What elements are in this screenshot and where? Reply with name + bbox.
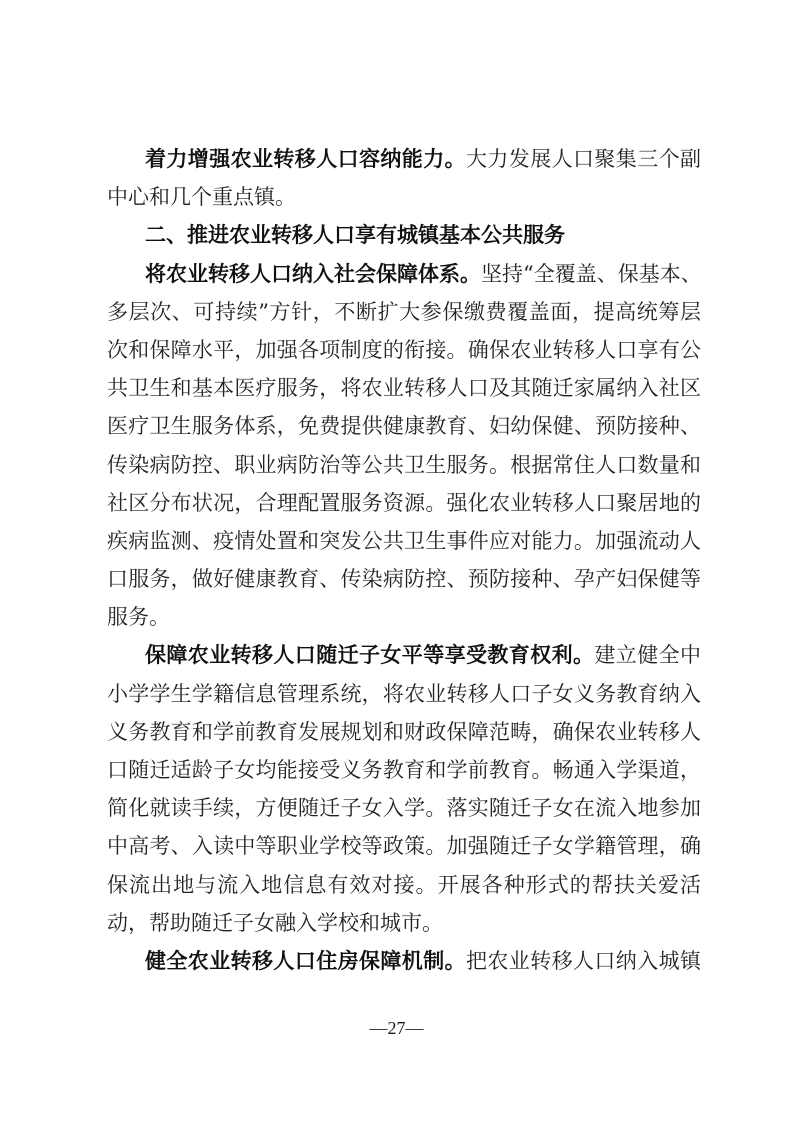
bold-lead-sentence: 将农业转移人口纳入社会保障体系。 <box>145 260 481 286</box>
body-text: 口随迁适龄子女均能接受义务教育和学前教育。畅通入学渠道， <box>107 758 701 782</box>
text-line <box>107 446 701 484</box>
text-line <box>107 369 701 407</box>
body-text: 医疗卫生服务体系，免费提供健康教育、妇幼保健、预防接种、 <box>107 414 701 439</box>
text-line <box>107 636 701 674</box>
body-text: 中心和几个重点镇。 <box>107 185 296 210</box>
body-text: 简化就读手续，方便随迁子女入学。落实随迁子女在流入地参加 <box>107 796 701 821</box>
text-line <box>107 560 701 598</box>
page-number: —27— <box>369 1018 424 1038</box>
body-text: 小学学生学籍信息管理系统，将农业转移人口子女义务教育纳入 <box>107 681 701 706</box>
bold-lead-sentence: 保障农业转移人口随迁子女平等享受教育权利。 <box>145 642 595 668</box>
text-line <box>107 598 701 636</box>
body-text: 多层次、可持续”方针，不断扩大参保缴费覆盖面，提高统筹层 <box>107 299 701 324</box>
body-text: 保流出地与流入地信息有效对接。开展各种形式的帮扶关爱活 <box>107 872 701 897</box>
text-line <box>107 522 701 560</box>
body-text: 中高考、入读中等职业学校等政策。加强随迁子女学籍管理，确 <box>107 834 701 859</box>
text-line <box>107 751 701 789</box>
body-text: 建立健全中 <box>594 643 702 668</box>
body-text: 次和保障水平，加强各项制度的衔接。确保农业转移人口享有公 <box>107 337 701 362</box>
text-line <box>107 484 701 522</box>
bold-lead-sentence: 健全农业转移人口住房保障机制。 <box>145 947 466 973</box>
text-line <box>107 255 701 293</box>
text-line <box>107 407 701 445</box>
body-text: 义务教育和学前教育发展规划和财政保障范畴，确保农业转移人 <box>107 719 701 744</box>
text-line <box>107 140 701 178</box>
body-text: 服务。 <box>107 605 170 630</box>
text-line <box>107 293 701 331</box>
body-text: 坚持“全覆盖、保基本、 <box>481 261 702 286</box>
body-text: 动，帮助随迁子女融入学校和城市。 <box>107 910 443 935</box>
body-text: 传染病防控、职业病防治等公共卫生服务。根据常住人口数量和 <box>107 452 701 477</box>
document-body <box>107 140 701 980</box>
bold-lead-sentence: 着力增强农业转移人口容纳能力。 <box>145 146 466 171</box>
body-text: 大力发展人口聚集三个副 <box>466 147 701 171</box>
text-line <box>107 904 701 942</box>
text-line <box>107 216 701 254</box>
text-line <box>107 331 701 369</box>
body-text: 社区分布状况，合理配置服务资源。强化农业转移人口聚居地的 <box>107 490 701 515</box>
bold-lead-sentence: 二、推进农业转移人口享有城镇基本公共服务 <box>145 222 565 248</box>
text-line <box>107 942 701 980</box>
body-text: 把农业转移人口纳入城镇 <box>466 948 701 973</box>
text-line <box>107 713 701 751</box>
text-line <box>107 178 701 216</box>
body-text: 疾病监测、疫情处置和突发公共卫生事件应对能力。加强流动人 <box>107 528 701 553</box>
text-line <box>107 789 701 827</box>
text-line <box>107 866 701 904</box>
body-text: 口服务，做好健康教育、传染病防控、预防接种、孕产妇保健等 <box>107 567 701 592</box>
text-line <box>107 675 701 713</box>
text-line <box>107 827 701 865</box>
body-text: 共卫生和基本医疗服务，将农业转移人口及其随迁家属纳入社区 <box>107 376 701 401</box>
